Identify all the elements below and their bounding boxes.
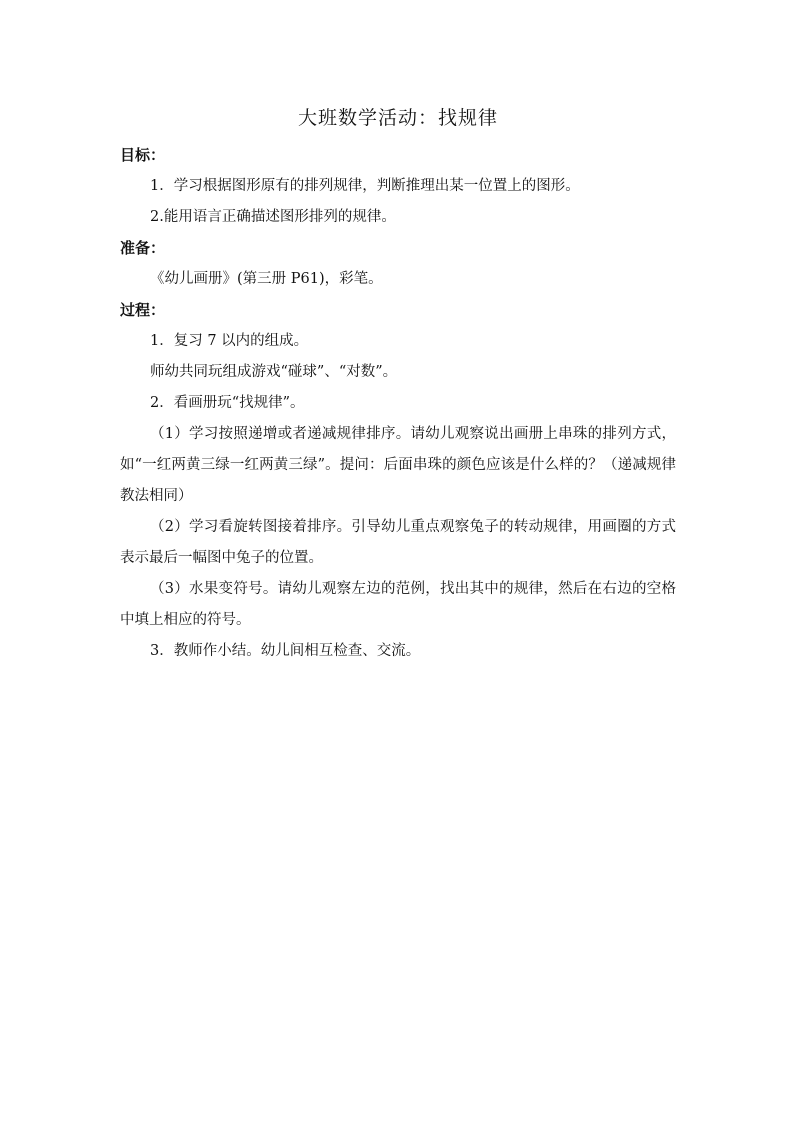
- paragraph: 2．看画册玩“找规律”。: [150, 395, 305, 411]
- paragraph: 《幼儿画册》(第三册 P61)，彩笔。: [150, 271, 383, 287]
- paragraph: 1．学习根据图形原有的排列规律，判断推理出某一位置上的图形。: [150, 178, 580, 194]
- paragraph: 3．教师作小结。幼儿间相互检查、交流。: [150, 643, 421, 659]
- paragraph: 1．复习 7 以内的组成。: [150, 333, 309, 349]
- section-goals: [120, 140, 676, 233]
- paragraph: （1）学习按照递增或者递减规律排序。请幼儿观察说出画册上串珠的排列方式，如“一红两黄三绿一红两黄三绿”。提问：后面串珠的颜色应该是什么样的？（递减规律教法相同）: [120, 426, 676, 504]
- section-heading-goals: 目标：: [120, 146, 166, 164]
- paragraph: （2）学习看旋转图接着排序。引导幼儿重点观察兔子的转动规律，用画圈的方式表示最后一幅图中兔子的位置。: [120, 519, 676, 566]
- section-heading-preparation: 准备：: [120, 239, 166, 257]
- section-preparation: [120, 233, 676, 295]
- section-process: [120, 295, 676, 667]
- document-page: [120, 100, 676, 667]
- document-title: 大班数学活动：找规律: [297, 107, 498, 129]
- section-heading-process: 过程：: [120, 301, 166, 319]
- paragraph: 2.能用语言正确描述图形排列的规律。: [150, 209, 396, 225]
- paragraph: 师幼共同玩组成游戏“碰球”、“对数”。: [150, 364, 398, 380]
- paragraph: （3）水果变符号。请幼儿观察左边的范例，找出其中的规律，然后在右边的空格中填上相应的符号。: [120, 581, 676, 628]
